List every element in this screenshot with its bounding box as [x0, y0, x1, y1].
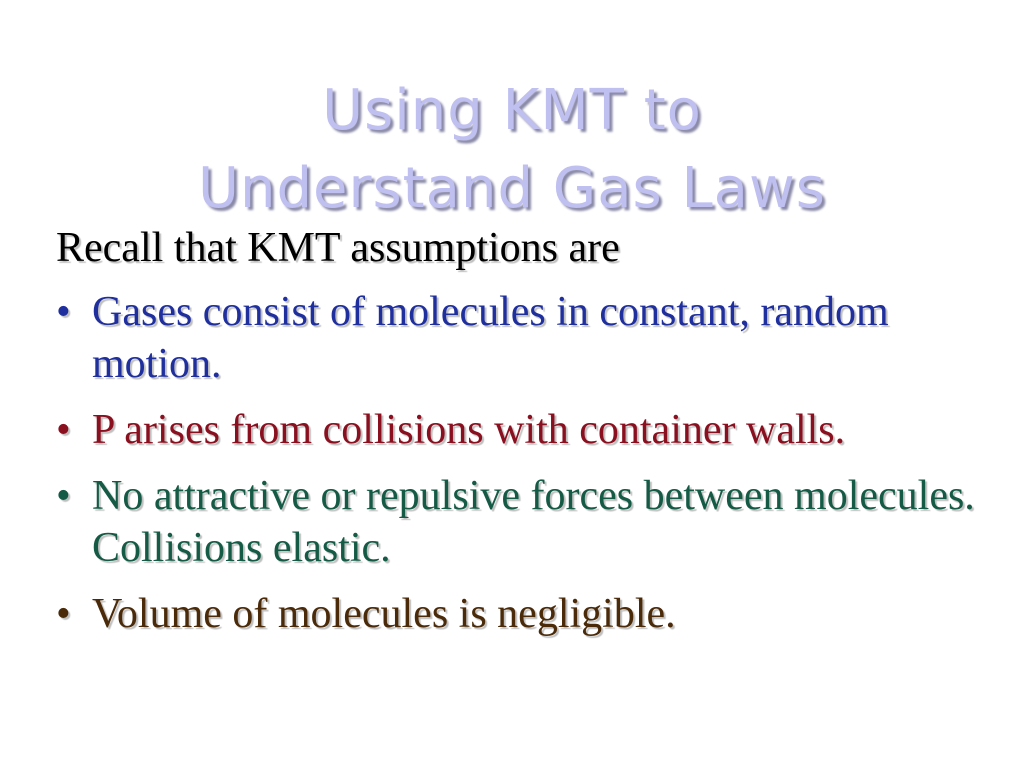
bullet-text: Gases consist of molecules in constant, random motion. — [92, 289, 889, 387]
bullet-icon: • — [56, 289, 71, 335]
bullet-item — [56, 404, 976, 456]
bullet-list — [56, 286, 976, 640]
bullet-icon: • — [56, 407, 71, 453]
slide-title-line-1: Using KMT to — [322, 78, 702, 143]
bullet-text: P arises from collisions with container walls. — [92, 407, 846, 453]
bullet-text: No attractive or repulsive forces between molecules. Collisions elastic. — [92, 473, 975, 571]
bullet-item — [56, 286, 976, 390]
bullet-item — [56, 470, 976, 574]
bullet-item — [56, 588, 976, 640]
bullet-icon: • — [56, 473, 71, 519]
slide-title-line-2: Understand Gas Laws — [198, 156, 826, 221]
bullet-text: Volume of molecules is negligible. — [92, 591, 676, 637]
slide-body — [56, 222, 976, 654]
intro-text: Recall that KMT assumptions are — [56, 225, 620, 271]
bullet-icon: • — [56, 591, 71, 637]
slide-title — [80, 72, 944, 228]
